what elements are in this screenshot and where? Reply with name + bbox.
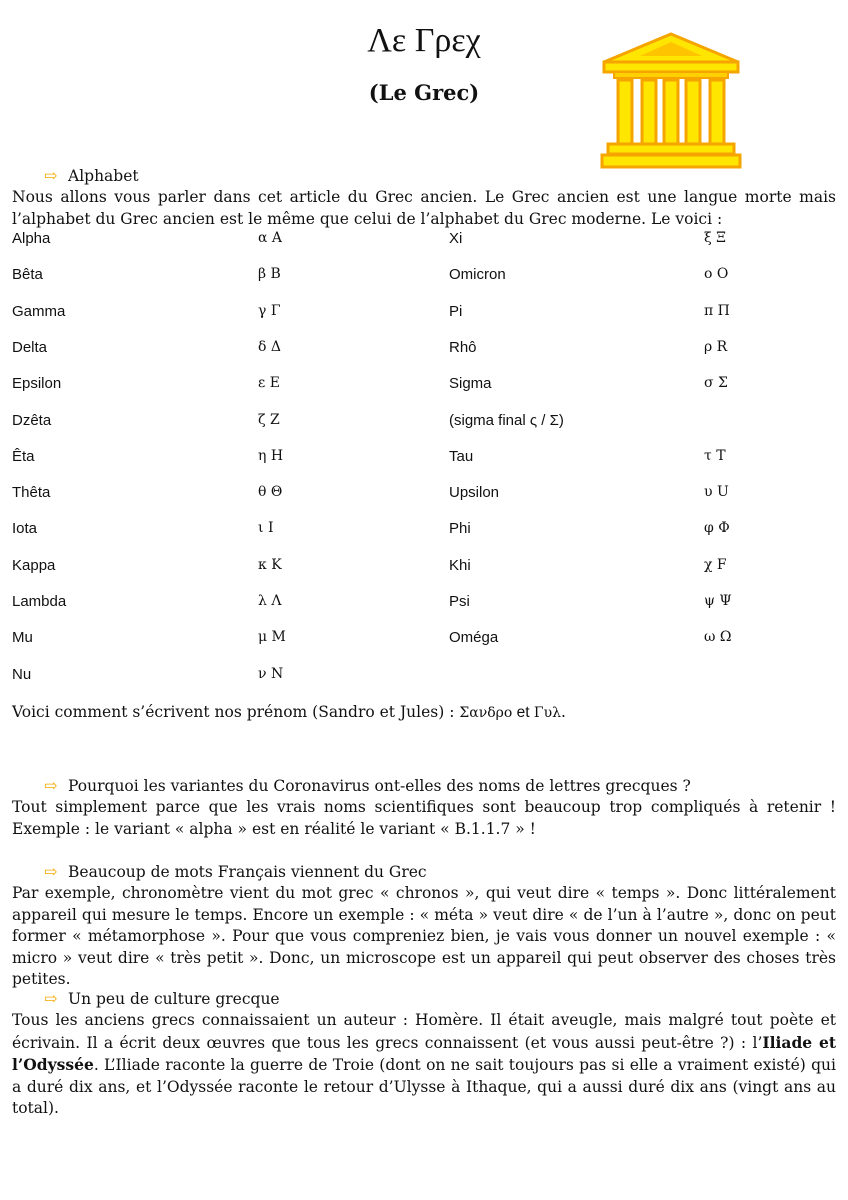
words-text: Par exemple, chronomètre vient du mot grec « chronos », qui veut dire « temps ». Donc littéralement appareil qui mesure le temps. Encore un exemple : « méta » veut dire « de l’un à l’autre », donc on peut former « métamorphose ». Pour que vous compreniez bien, je vais vous donner un nouvel exemple : « micro » veut dire « très petit ». Donc, un microscope est un appareil qui peut observer des choses très petites. [12,884,836,988]
letter-glyphs: θ Θ [258,484,283,500]
letter-name: Mu [12,629,33,646]
heading-text: Beaucoup de mots Français viennent du Grec [68,863,427,881]
arrow-right-icon: ⇨ [44,776,58,795]
letter-glyphs: ο Ο [704,266,729,282]
letter-name: Tau [449,448,474,465]
letter-glyphs: ν N [258,666,284,682]
letter-glyphs: υ U [704,484,729,500]
letter-name: Pi [449,303,463,320]
letter-name: Khi [449,557,471,574]
heading-text: Pourquoi les variantes du Coronavirus ont-elles des noms de lettres grecques ? [68,777,691,795]
section-heading-culture [44,989,280,1008]
letter-name: (sigma final ς / Σ) [449,412,564,429]
letter-glyphs: ξ Ξ [704,230,727,246]
letter-glyphs: ρ R [704,339,728,355]
letter-glyphs: κ K [258,557,282,573]
letter-glyphs: ι I [258,520,274,536]
letter-name: Nu [12,666,32,683]
culture-works-title: Iliade et l’Odyssée [12,1032,837,1074]
arrow-right-icon: ⇨ [44,166,58,185]
letter-name: Lambda [12,593,67,610]
alphabet-row [0,448,848,470]
letter-glyphs: π Π [704,303,730,319]
names-end: . [560,703,566,721]
alphabet-row [0,339,848,361]
letter-name: Psi [449,593,470,610]
letter-glyphs: γ Γ [258,303,281,319]
alphabet-row [0,303,848,325]
alphabet-row [0,375,848,397]
letter-glyphs: χ F [704,557,727,573]
alphabet-row [0,629,848,651]
letter-glyphs: ψ Ψ [704,593,732,609]
greek-temple-icon [600,32,742,170]
alphabet-row [0,666,848,688]
culture-text-after: . L’Iliade raconte la guerre de Troie (dont on ne sait toujours pas si elle a vraiment existé) qui a duré dix ans, et l’Odyssée raconte le retour d’Ulysse à Ithaque, qui a aussi duré dix ans (vingt ans au total). [12,1056,836,1117]
alphabet-row [0,557,848,579]
names-prefix: Voici comment s’écrivent nos prénom (Sandro et Jules) : [12,703,460,721]
letter-glyphs: α Α [258,230,283,246]
names-line [12,702,836,725]
letter-name: Xi [449,230,463,247]
letter-name: Sigma [449,375,492,392]
alphabet-row [0,520,848,542]
letter-name: Rhô [449,339,477,356]
heading-text: Un peu de culture grecque [68,990,280,1008]
section-heading-alphabet [44,166,139,185]
alphabet-row [0,266,848,288]
alphabet-row [0,412,848,434]
letter-glyphs: τ Τ [704,448,726,464]
heading-text: Alphabet [68,167,139,185]
alphabet-intro: Nous allons vous parler dans cet article du Grec ancien. Le Grec ancien est une langue morte mais l’alphabet du Grec ancien est le même que celui de l’alphabet du Grec moderne. Le voici : [12,188,836,228]
alphabet-row [0,593,848,615]
alphabet-row [0,484,848,506]
letter-name: Oméga [449,629,499,646]
letter-glyphs: β Β [258,266,281,282]
letter-glyphs: λ Λ [258,593,282,609]
letter-name: Omicron [449,266,506,283]
page-subtitle: (Le Grec) [368,80,480,105]
letter-glyphs: μ M [258,629,286,645]
coronavirus-text: Tout simplement parce que les vrais noms scientifiques sont beaucoup trop compliqués à retenir ! Exemple : le variant « alpha » est en réalité le variant « B.1.1.7 » ! [12,798,836,838]
arrow-right-icon: ⇨ [44,862,58,881]
letter-name: Iota [12,520,38,537]
letter-glyphs: σ Σ [704,375,728,391]
name-sandro-greek: Σανδρο [459,705,513,721]
letter-name: Gamma [12,303,66,320]
letter-name: Epsilon [12,375,62,392]
name-jules-greek: Γυλ [533,705,561,721]
alphabet-row [0,230,848,252]
letter-name: Dzêta [12,412,52,429]
section-heading-coronavirus [44,776,691,795]
letter-name: Bêta [12,266,43,283]
culture-text-before: Tous les anciens grecs connaissaient un auteur : Homère. Il était aveugle, mais malgré tout poète et écrivain. Il a écrit deux œuvres que tous les grecs connaissent (et vous aussi peut-être ?) : l’ [12,1011,836,1052]
letter-glyphs: ε Ε [258,375,280,391]
names-and: et [512,704,534,721]
section-heading-words [44,862,427,881]
letter-glyphs: δ Δ [258,339,281,355]
letter-glyphs: ζ Ζ [258,412,280,428]
letter-name: Kappa [12,557,56,574]
letter-glyphs: ω Ω [704,629,732,645]
arrow-right-icon: ⇨ [44,989,58,1008]
letter-glyphs: η Η [258,448,284,464]
letter-name: Alpha [12,230,51,247]
culture-text [12,1010,836,1120]
letter-name: Êta [12,448,35,465]
letter-glyphs: φ Φ [704,520,730,536]
letter-name: Phi [449,520,471,537]
page-title: Λε Γρεχ [367,22,481,59]
letter-name: Thêta [12,484,51,501]
letter-name: Upsilon [449,484,500,501]
letter-name: Delta [12,339,48,356]
